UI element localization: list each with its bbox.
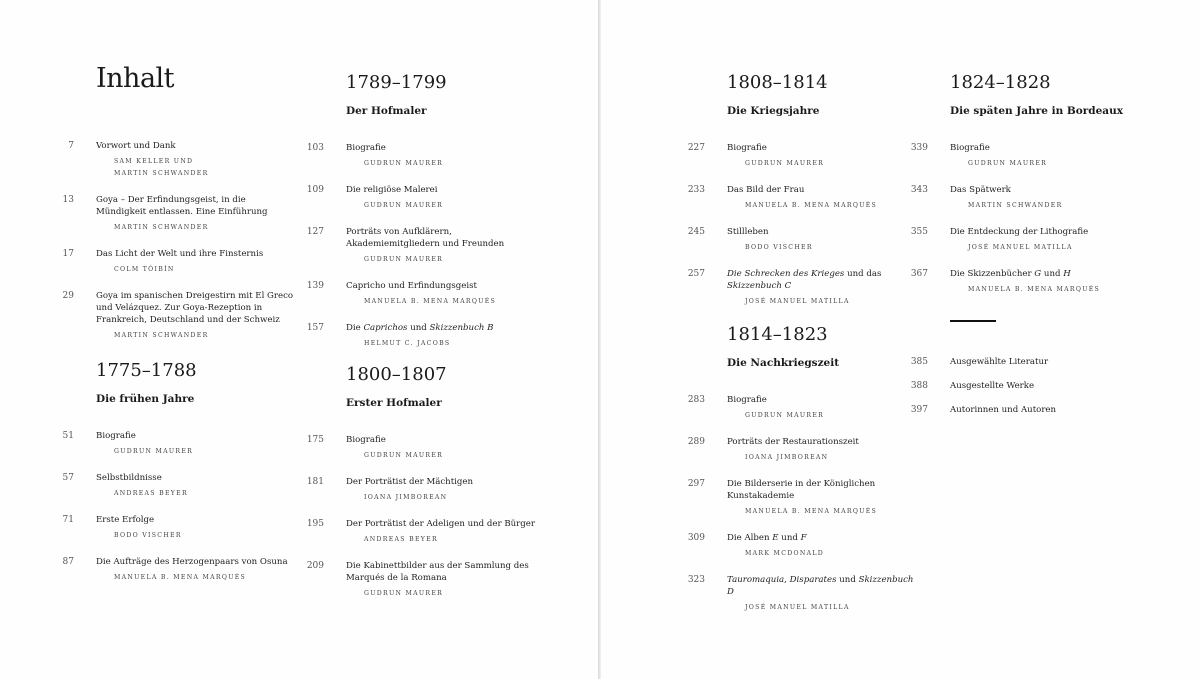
page-number: 283 — [687, 395, 705, 405]
page-number: 127 — [306, 227, 324, 237]
entry-title: Stillleben — [727, 227, 769, 237]
section-years: 1800–1807 — [346, 364, 447, 385]
entry-title — [727, 268, 917, 292]
entry-title: Die Bilderserie in der Königlichen Kunstakademie — [727, 479, 876, 501]
page-number: 209 — [306, 561, 324, 571]
entry-author: IOANA JIMBOREAN — [745, 454, 829, 461]
toc-entry — [687, 478, 917, 518]
entry-title: Ausgewählte Literatur — [950, 357, 1049, 367]
entry-title — [950, 268, 1150, 280]
section-entries — [910, 142, 1150, 296]
entry-author: GUDRUN MAURER — [114, 448, 194, 455]
section-1775 — [62, 360, 296, 598]
entry-title-italic: Skizzenbuch C — [727, 281, 792, 291]
entry-title: Die religiöse Malerei — [346, 185, 438, 195]
toc-entry — [687, 142, 917, 170]
entry-author: MANUELA B. MENA MARQUÉS — [114, 574, 247, 581]
page-number: 17 — [62, 249, 74, 259]
entry-title-text: Die Skizzenbücher — [950, 269, 1035, 279]
entry-title-text: Die Alben — [727, 533, 773, 543]
toc-entry — [306, 226, 546, 266]
entry-author: JOSÉ MANUEL MATILLA — [968, 244, 1073, 251]
toc-entry — [62, 514, 296, 542]
toc-entry — [910, 142, 1150, 170]
page-number: 103 — [306, 143, 324, 153]
page-number: 57 — [62, 473, 74, 483]
page-number: 13 — [62, 195, 74, 205]
section-subtitle: Die frühen Jahre — [96, 393, 195, 405]
section-entries — [306, 434, 546, 600]
section-years: 1814–1823 — [727, 324, 828, 345]
entry-author: MARTIN SCHWANDER — [114, 224, 209, 231]
entry-author: MARTIN SCHWANDER — [968, 202, 1063, 209]
entry-author: GUDRUN MAURER — [364, 452, 444, 459]
entry-title: Autorinnen und Autoren — [950, 405, 1057, 415]
entry-author: GUDRUN MAURER — [364, 256, 444, 263]
entry-title-italic: Tauromaquia, Disparates — [727, 575, 837, 585]
toc-entry — [687, 226, 917, 254]
section-years: 1808–1814 — [727, 72, 828, 93]
entry-title-italic: Skizzenbuch D — [727, 575, 914, 597]
toc-entry — [306, 322, 546, 350]
entry-title: Goya – Der Erfindungsgeist, in die Mündigkeit entlassen. Eine Einführung — [96, 195, 268, 217]
page-number: 233 — [687, 185, 705, 195]
page-number: 297 — [687, 479, 705, 489]
intro-list — [62, 140, 296, 356]
page-number: 355 — [910, 227, 928, 237]
section-1814 — [687, 324, 917, 628]
toc-entry — [62, 248, 296, 276]
page-number: 109 — [306, 185, 324, 195]
entry-author: SAM KELLER UND — [114, 158, 194, 165]
entry-author: MANUELA B. MENA MARQUÉS — [364, 298, 497, 305]
page-number: 51 — [62, 431, 74, 441]
page-number: 343 — [910, 185, 928, 195]
entry-title-italic: E — [772, 533, 779, 543]
page-number: 388 — [910, 381, 928, 391]
section-subtitle: Erster Hofmaler — [346, 397, 442, 409]
toc-entry — [687, 574, 917, 614]
section-entries — [687, 394, 917, 614]
section-1789 — [306, 72, 546, 364]
toc-entry — [687, 436, 917, 464]
entry-title: Biografie — [950, 143, 990, 153]
entry-title-text: und — [778, 533, 801, 543]
entry-title-italic: Skizzenbuch B — [429, 323, 494, 333]
toc-entry — [687, 532, 917, 560]
page-number: 397 — [910, 405, 928, 415]
page-number: 323 — [687, 575, 705, 585]
toc-entry — [306, 560, 546, 600]
section-years: 1824–1828 — [950, 72, 1051, 93]
entry-title — [346, 322, 546, 334]
section-1824 — [910, 72, 1150, 310]
toc-entry — [62, 472, 296, 500]
entry-title: Erste Erfolge — [96, 515, 155, 525]
entry-author: MANUELA B. MENA MARQUÉS — [745, 508, 878, 515]
entry-title-italic: F — [800, 533, 807, 543]
entry-author: MANUELA B. MENA MARQUÉS — [745, 202, 878, 209]
entry-title: Porträts der Restaurationszeit — [727, 437, 859, 447]
page-number: 385 — [910, 357, 928, 367]
entry-title: Der Porträtist der Mächtigen — [346, 477, 474, 487]
section-subtitle: Der Hofmaler — [346, 105, 427, 117]
entry-title: Der Porträtist der Adeligen und der Bürger — [346, 519, 535, 529]
entry-title-text: Die — [346, 323, 364, 333]
section-entries — [687, 142, 917, 308]
entry-title: Das Licht der Welt und ihre Finsternis — [96, 249, 264, 259]
entry-title: Biografie — [96, 431, 136, 441]
entry-author: GUDRUN MAURER — [364, 160, 444, 167]
entry-title: Das Bild der Frau — [727, 185, 805, 195]
entry-author: GUDRUN MAURER — [745, 160, 825, 167]
entry-author: ANDREAS BEYER — [114, 490, 188, 497]
entry-title: Die Aufträge des Herzogenpaars von Osuna — [96, 557, 288, 567]
entry-author: MARTIN SCHWANDER — [114, 170, 209, 177]
entry-title: Biografie — [727, 143, 767, 153]
page-title: Inhalt — [96, 63, 175, 94]
entry-title: Selbstbildnisse — [96, 473, 162, 483]
section-divider — [950, 320, 996, 322]
section-years: 1775–1788 — [96, 360, 197, 381]
page-number: 175 — [306, 435, 324, 445]
toc-entry — [306, 518, 546, 546]
entry-author: GUDRUN MAURER — [968, 160, 1048, 167]
section-years: 1789–1799 — [346, 72, 447, 93]
toc-entry — [306, 142, 546, 170]
toc-entry — [306, 434, 546, 462]
entry-title-italic: H — [1063, 269, 1071, 279]
entry-title-text: und — [407, 323, 430, 333]
page-number: 245 — [687, 227, 705, 237]
page-number: 87 — [62, 557, 74, 567]
section-subtitle: Die Kriegsjahre — [727, 105, 820, 117]
toc-entry — [687, 394, 917, 422]
page-number: 289 — [687, 437, 705, 447]
entry-author: MARK MCDONALD — [745, 550, 825, 557]
entry-author: GUDRUN MAURER — [745, 412, 825, 419]
page-number: 309 — [687, 533, 705, 543]
page-number: 181 — [306, 477, 324, 487]
entry-title: Porträts von Aufklärern, Akademiemitgliedern und Freunden — [346, 227, 505, 249]
entry-title: Biografie — [346, 143, 386, 153]
section-subtitle: Die späten Jahre in Bordeaux — [950, 105, 1123, 117]
section-entries — [306, 142, 546, 350]
toc-entry — [306, 280, 546, 308]
toc-entry — [306, 476, 546, 504]
entry-author: MANUELA B. MENA MARQUÉS — [968, 286, 1101, 293]
entry-title — [727, 574, 917, 598]
book-gutter — [598, 0, 601, 679]
entry-title: Die Kabinettbilder aus der Sammlung des Marqués de la Romana — [346, 561, 529, 583]
page-number: 227 — [687, 143, 705, 153]
toc-entry — [62, 556, 296, 584]
page-number: 7 — [68, 141, 74, 151]
toc-entry — [306, 184, 546, 212]
entry-title-text: und das — [844, 269, 882, 279]
page-number: 367 — [910, 269, 928, 279]
entry-title-italic: G — [1034, 269, 1042, 279]
toc-entry — [68, 140, 296, 180]
entry-title — [727, 532, 917, 544]
entry-title-text: und — [836, 575, 859, 585]
toc-entry — [910, 226, 1150, 254]
section-1808 — [687, 72, 917, 322]
entry-title: Das Spätwerk — [950, 185, 1011, 195]
page-number: 71 — [62, 515, 74, 525]
appendix-list — [910, 356, 1150, 428]
entry-author: HELMUT C. JACOBS — [364, 340, 451, 347]
toc-entry — [910, 184, 1150, 212]
entry-author: JOSÉ MANUEL MATILLA — [745, 604, 850, 611]
toc-entry — [687, 268, 917, 308]
entry-title: Vorwort und Dank — [96, 141, 176, 151]
entry-title-italic: Caprichos — [363, 323, 408, 333]
toc-entry — [62, 194, 296, 234]
page-number: 257 — [687, 269, 705, 279]
page-number: 139 — [306, 281, 324, 291]
entry-title-italic: Die Schrecken des Krieges — [727, 269, 845, 279]
section-1800 — [306, 364, 546, 614]
toc-entry — [910, 356, 1150, 368]
entry-author: COLM TÓIBÍN — [114, 266, 175, 273]
entry-title: Capricho und Erfindungsgeist — [346, 281, 477, 291]
toc-entry — [62, 290, 296, 342]
entry-title-text: und — [1041, 269, 1064, 279]
entry-title: Biografie — [727, 395, 767, 405]
entry-title: Biografie — [346, 435, 386, 445]
entry-author: BODO VISCHER — [114, 532, 182, 539]
entry-title: Ausgestellte Werke — [950, 381, 1035, 391]
section-subtitle: Die Nachkriegszeit — [727, 357, 840, 369]
page-number: 339 — [910, 143, 928, 153]
toc-entry — [910, 404, 1150, 416]
entry-author: JOSÉ MANUEL MATILLA — [745, 298, 850, 305]
toc-entry — [687, 184, 917, 212]
entry-author: MARTIN SCHWANDER — [114, 332, 209, 339]
section-entries — [62, 430, 296, 584]
entry-author: IOANA JIMBOREAN — [364, 494, 448, 501]
entry-author: ANDREAS BEYER — [364, 536, 438, 543]
page-number: 157 — [306, 323, 324, 333]
entry-author: GUDRUN MAURER — [364, 590, 444, 597]
toc-entry — [910, 380, 1150, 392]
page-number: 29 — [62, 291, 74, 301]
entry-author: GUDRUN MAURER — [364, 202, 444, 209]
entry-title: Die Entdeckung der Lithografie — [950, 227, 1089, 237]
page-number: 195 — [306, 519, 324, 529]
toc-entry — [910, 268, 1150, 296]
entry-author: BODO VISCHER — [745, 244, 813, 251]
toc-entry — [62, 430, 296, 458]
entry-title: Goya im spanischen Dreigestirn mit El Greco und Velázquez. Zur Goya-Rezeption in Frankreich, Deutschland und der Schweiz — [96, 291, 294, 325]
